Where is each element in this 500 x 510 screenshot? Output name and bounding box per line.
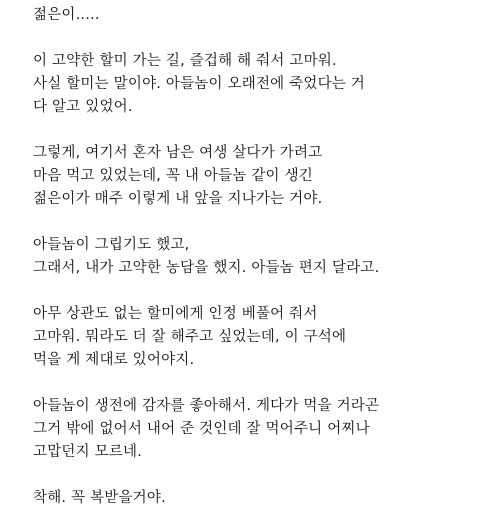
letter-line: 먹을 게 제대로 있어야지. (33, 352, 195, 368)
paragraph-gap (33, 372, 493, 395)
letter-line: 아들놈이 생전에 감자를 좋아해서. 게다가 먹을 거라곤 (33, 398, 380, 414)
paragraph-gap (33, 119, 493, 142)
paragraph-1 (33, 50, 493, 119)
letter-line: 이 고약한 할미 가는 길, 즐겁해 해 줘서 고마워. (33, 53, 337, 69)
letter-greeting: 젊은이..... (33, 7, 100, 23)
letter-line: 그거 밖에 없어서 내어 준 것인데 잘 먹어주니 어찌나 (33, 421, 370, 437)
letter-line: 아들놈이 그립기도 했고, (33, 237, 190, 253)
letter-line: 마음 먹고 있었는데, 꼭 내 아들놈 같이 생긴 (33, 168, 313, 184)
paragraph-gap (33, 211, 493, 234)
letter-body (33, 4, 493, 510)
paragraph-gap (33, 280, 493, 303)
paragraph-4 (33, 303, 493, 372)
letter-line: 그래서, 내가 고약한 농담을 했지. 아들놈 편지 달라고. (33, 260, 380, 276)
letter-line: 고마워. 뭐라도 더 잘 해주고 싶었는데, 이 구석에 (33, 329, 347, 345)
letter-closing: 착해. 꼭 복받을거야. (33, 490, 166, 506)
paragraph-2 (33, 142, 493, 211)
letter-line: 젊은이가 매주 이렇게 내 앞을 지나가는 거야. (33, 191, 323, 207)
paragraph-5 (33, 395, 493, 464)
paragraph-gap (33, 27, 493, 50)
letter-line: 그렇게, 여기서 혼자 남은 여생 살다가 가려고 (33, 145, 323, 161)
paragraph-gap (33, 464, 493, 487)
letter-line: 사실 할미는 말이야. 아들놈이 오래전에 죽었다는 거 (33, 76, 366, 92)
letter-line: 아무 상관도 없는 할미에게 인정 베풀어 줘서 (33, 306, 318, 322)
paragraph-3 (33, 234, 493, 280)
letter-line: 다 알고 있었어. (33, 99, 133, 115)
letter-line: 고맙던지 모르네. (33, 444, 143, 460)
